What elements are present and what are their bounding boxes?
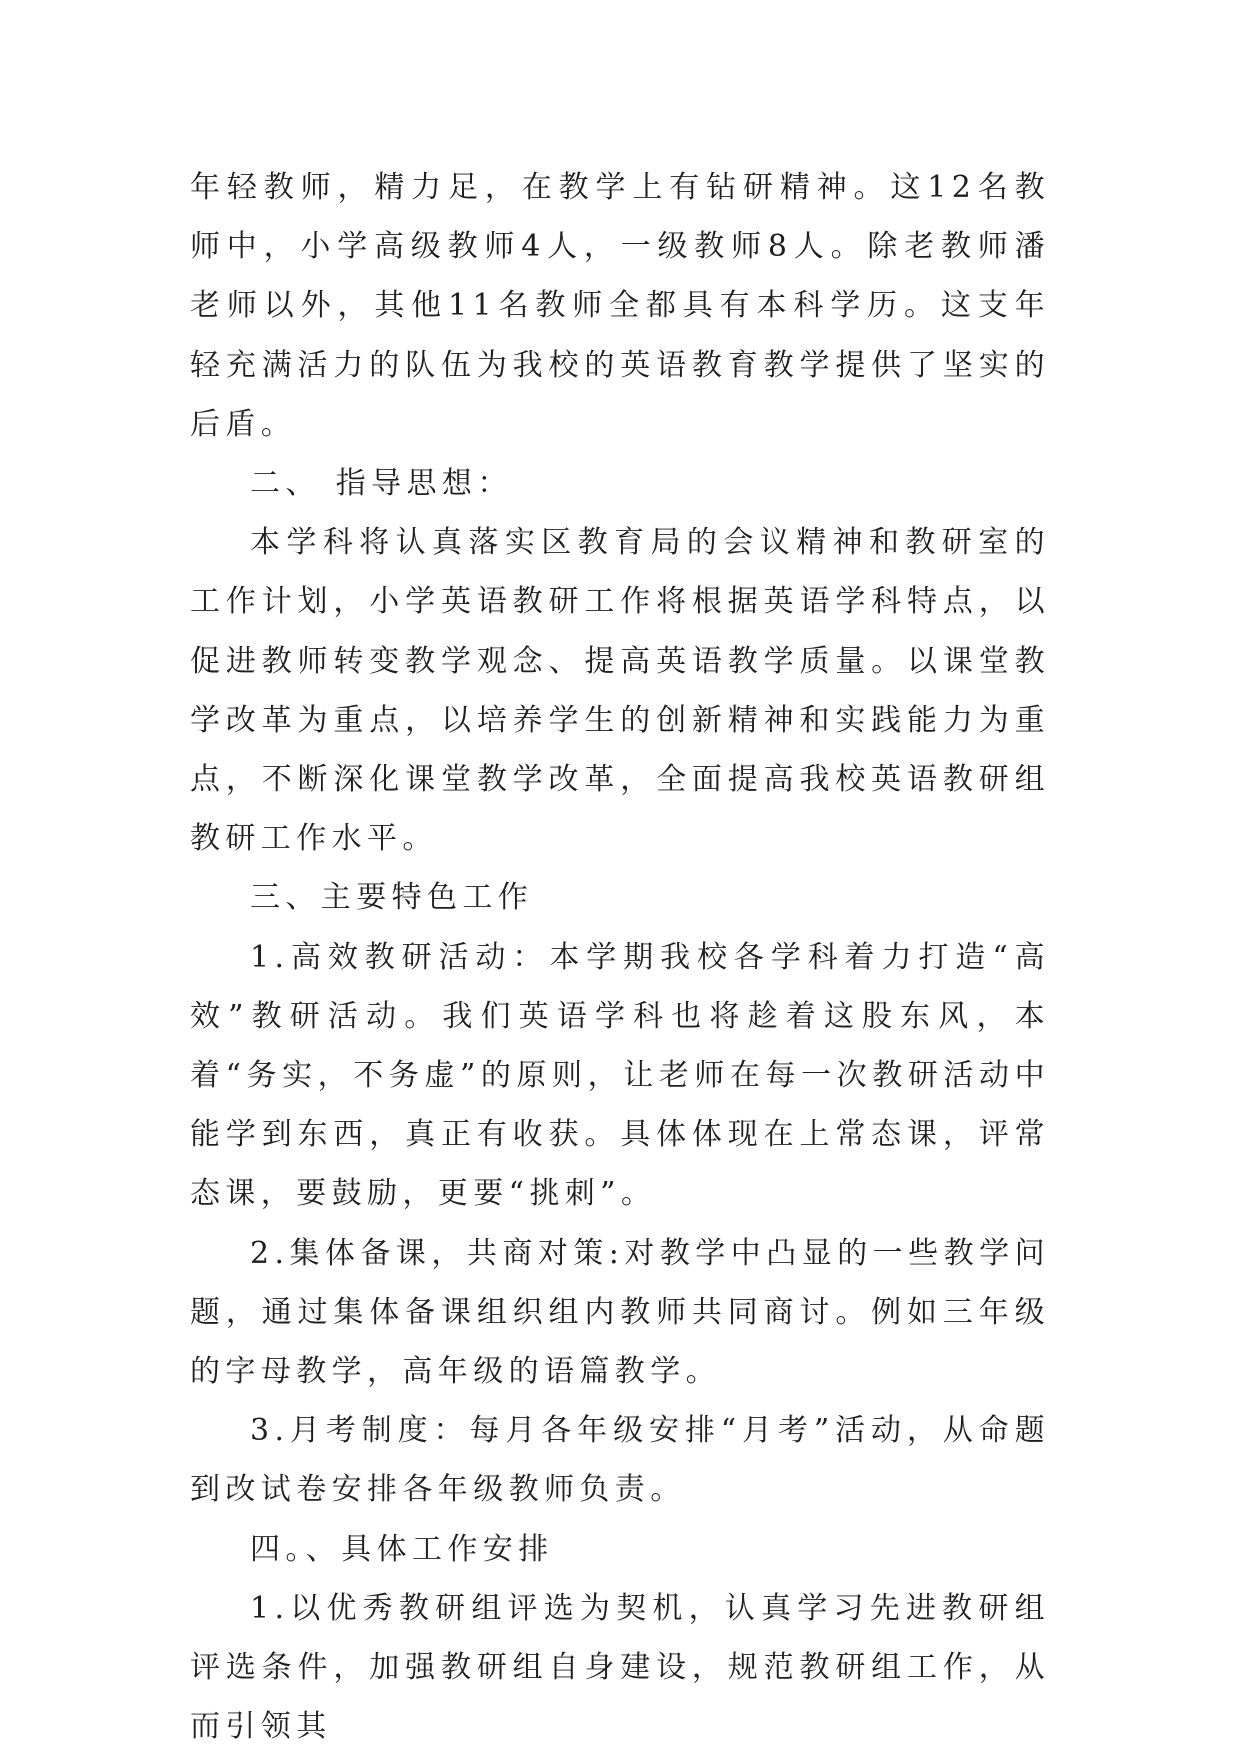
paragraph-excellent-group-selection: 1.以优秀教研组评选为契机，认真学习先进教研组评选条件，加强教研组自身建设，规范教研组工作，从而引领其 (190, 1590, 1050, 1745)
heading-main-featured-work: 三、主要特色工作 (250, 880, 534, 916)
document-body (190, 158, 1050, 1756)
heading-specific-arrangements: 四。、具体工作安排 (250, 1531, 554, 1567)
paragraph-teacher-overview: 年轻教师，精力足，在教学上有钻研精神。这12名教师中，小学高级教师4人，一级教师8人。除老教师潘老师以外，其他11名教师全都具有本科学历。这支年轻充满活力的队伍为我校的英语教育教学提供了坚实的后盾。 (190, 170, 1050, 442)
paragraph-efficient-research: 1.高效教研活动：本学期我校各学科着力打造“高效”教研活动。我们英语学科也将趁着这股东风，本着“务实，不务虚”的原则，让老师在每一次教研活动中能学到东西，真正有收获。具体体现在上常态课，评常态课，要鼓励，更要“挑刺”。 (190, 939, 1050, 1212)
heading-guiding-ideology: 二、 指导思想： (250, 466, 513, 502)
paragraph-guiding-ideology: 本学科将认真落实区教育局的会议精神和教研室的工作计划，小学英语教研工作将根据英语学科特点，以促进教师转变教学观念、提高英语教学质量。以课堂教学改革为重点，以培养学生的创新精神和实践能力为重点，不断深化课堂教学改革，全面提高我校英语教研组教研工作水平。 (190, 525, 1050, 857)
paragraph-monthly-exam: 3.月考制度：每月各年级安排“月考”活动，从命题到改试卷安排各年级教师负责。 (190, 1413, 1050, 1508)
paragraph-collective-lesson-prep: 2.集体备课，共商对策:对教学中凸显的一些教学问题，通过集体备课组织组内教师共同商讨。例如三年级的字母教学，高年级的语篇教学。 (190, 1235, 1050, 1390)
